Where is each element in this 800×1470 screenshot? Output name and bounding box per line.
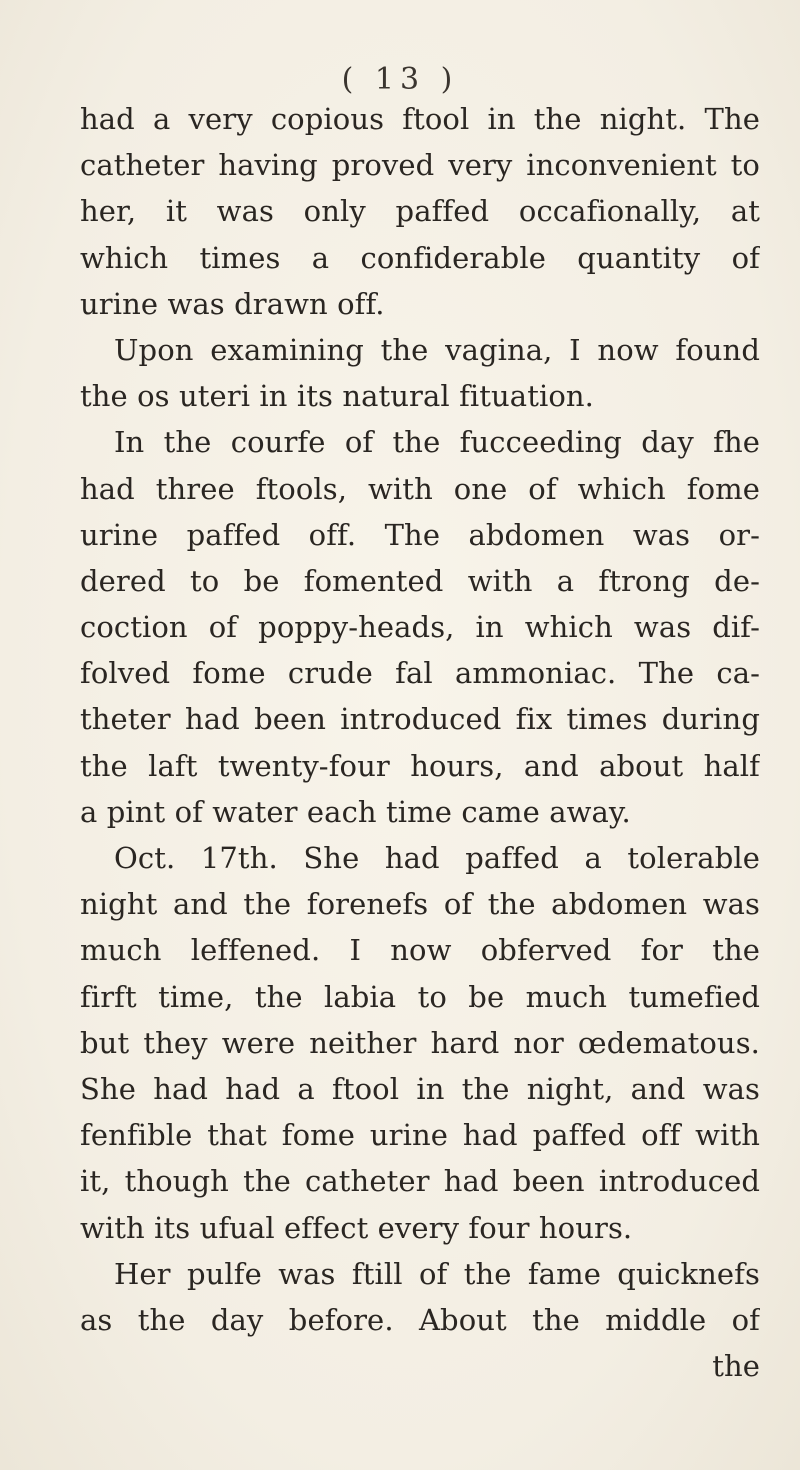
text-line: a pint of water each time came away.	[80, 794, 631, 829]
page-number: ( 13 )	[341, 62, 459, 97]
text-line: Upon examining the vagina, I now found	[114, 332, 760, 367]
text-line: urine paffed off. The abdomen was or-	[80, 517, 760, 552]
text-line: night and the forenefs of the abdomen was	[80, 887, 760, 922]
text-line: urine was drawn off.	[80, 286, 385, 321]
text-line: as the day before. About the middle of	[80, 1302, 760, 1337]
text-line: with its ufual effect every four hours.	[80, 1210, 633, 1245]
text-line: firft time, the labia to be much tumefied	[80, 979, 760, 1014]
text-line: had a very copious ftool in the night. The	[80, 102, 760, 136]
text-line: Oct. 17th. She had paffed a tolerable	[114, 841, 760, 875]
text-line: In the courfe of the fucceeding day fhe	[114, 425, 760, 460]
text-line: had three ftools, with one of which fome	[80, 471, 760, 506]
text-line: the laft twenty-four hours, and about half	[80, 748, 760, 783]
text-line: folved fome crude fal ammoniac. The ca-	[80, 656, 760, 691]
catchword: the	[712, 1349, 760, 1384]
text-line: the os uteri in its natural fituation.	[80, 379, 594, 414]
text-line: much leffened. I now obferved for the	[80, 933, 760, 968]
text-line: but they were neither hard nor œdematous.	[80, 1025, 760, 1060]
body-text	[80, 96, 760, 1389]
text-line: Her pulfe was ftill of the fame quicknefs	[114, 1256, 760, 1291]
text-line: which times a confiderable quantity of	[80, 240, 760, 275]
text-line: her, it was only paffed occafionally, at	[80, 194, 760, 229]
text-line: fenfible that fome urine had paffed off with	[80, 1118, 760, 1153]
text-line: dered to be fomented with a ftrong de-	[80, 563, 760, 598]
text-line: She had had a ftool in the night, and was	[80, 1071, 760, 1106]
text-line: coction of poppy-heads, in which was dif-	[80, 610, 760, 645]
text-line: catheter having proved very inconvenient to	[80, 148, 760, 183]
text-line: it, though the catheter had been introduced	[80, 1164, 760, 1199]
text-line: theter had been introduced fix times during	[80, 702, 760, 737]
